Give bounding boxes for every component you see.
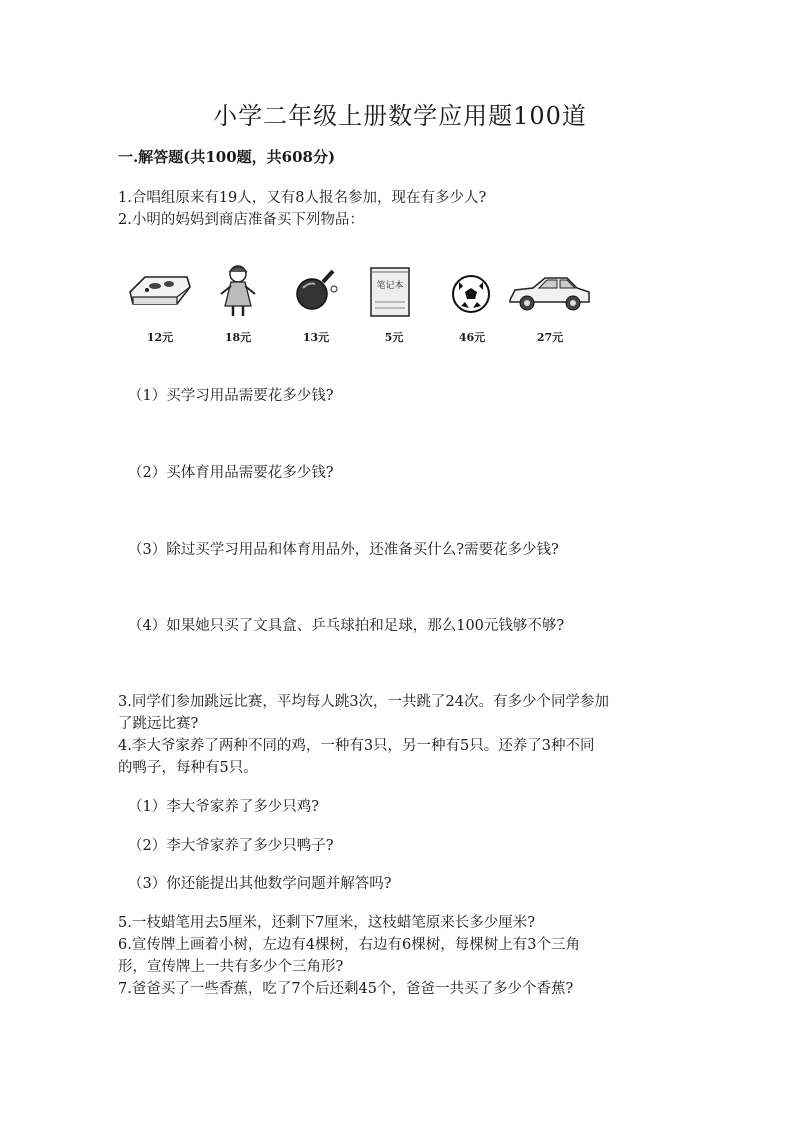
question-3-line-2: 了跳远比赛? [118,716,199,732]
svg-text:笔记本: 笔记本 [376,281,404,291]
toy-car-icon [505,262,595,322]
question-6-line-2: 形，宣传牌上一共有多少个三角形? [118,959,344,975]
item-ping-pong-paddle [281,262,351,352]
item-toy-car [505,262,595,352]
page-title: 小学二年级上册数学应用题100道 [213,102,587,130]
shopping-items [125,262,605,352]
doll-icon [203,262,273,322]
question-2-sub-3: （3）除过买学习用品和体育用品外，还准备买什么?需要花多少钱? [128,542,559,558]
question-3-line-1: 3.同学们参加跳远比赛，平均每人跳3次，一共跳了24次。有多少个同学参加 [118,694,610,710]
item-price: 13元 [302,331,330,344]
item-notebook [359,262,429,352]
question-2-sub-2: （2）买体育用品需要花多少钱? [128,465,334,481]
question-4-sub-3: （3）你还能提出其他数学问题并解答吗? [128,876,392,892]
item-price: 18元 [224,331,252,344]
question-7: 7.爸爸买了一些香蕉，吃了7个后还剩45个，爸爸一共买了多少个香蕉? [118,981,574,997]
section-heading: 一.解答题(共100题，共608分) [118,148,336,166]
question-4-sub-2: （2）李大爷家养了多少只鸭子? [128,838,334,854]
item-soccer-ball [437,262,507,352]
question-6-line-1: 6.宣传牌上画着小树，左边有4棵树，右边有6棵树，每棵树上有3个三角 [118,937,581,953]
question-4-sub-1: （1）李大爷家养了多少只鸡? [128,799,319,815]
question-2: 2.小明的妈妈到商店准备买下列物品： [118,212,364,228]
notebook-icon [359,262,429,322]
question-4-line-1: 4.李大爷家养了两种不同的鸡，一种有3只，另一种有5只。还养了3种不同 [118,738,595,754]
ping-pong-paddle-icon [281,262,351,322]
item-price: 46元 [458,331,486,344]
question-5: 5.一枝蜡笔用去5厘米，还剩下7厘米，这枝蜡笔原来长多少厘米? [118,915,536,931]
question-4-line-2: 的鸭子，每种有5只。 [118,760,258,776]
item-price: 27元 [536,331,564,344]
item-price: 5元 [384,331,404,344]
pencil-case-icon [125,262,195,322]
item-doll [203,262,273,352]
soccer-ball-icon [437,262,507,322]
question-2-sub-4: （4）如果她只买了文具盒、乒乓球拍和足球，那么100元钱够不够? [128,618,565,634]
question-1: 1.合唱组原来有19人，又有8人报名参加，现在有多少人? [118,190,487,206]
item-pencil-case [125,262,195,352]
item-price: 12元 [146,331,174,344]
question-2-sub-1: （1）买学习用品需要花多少钱? [128,388,334,404]
